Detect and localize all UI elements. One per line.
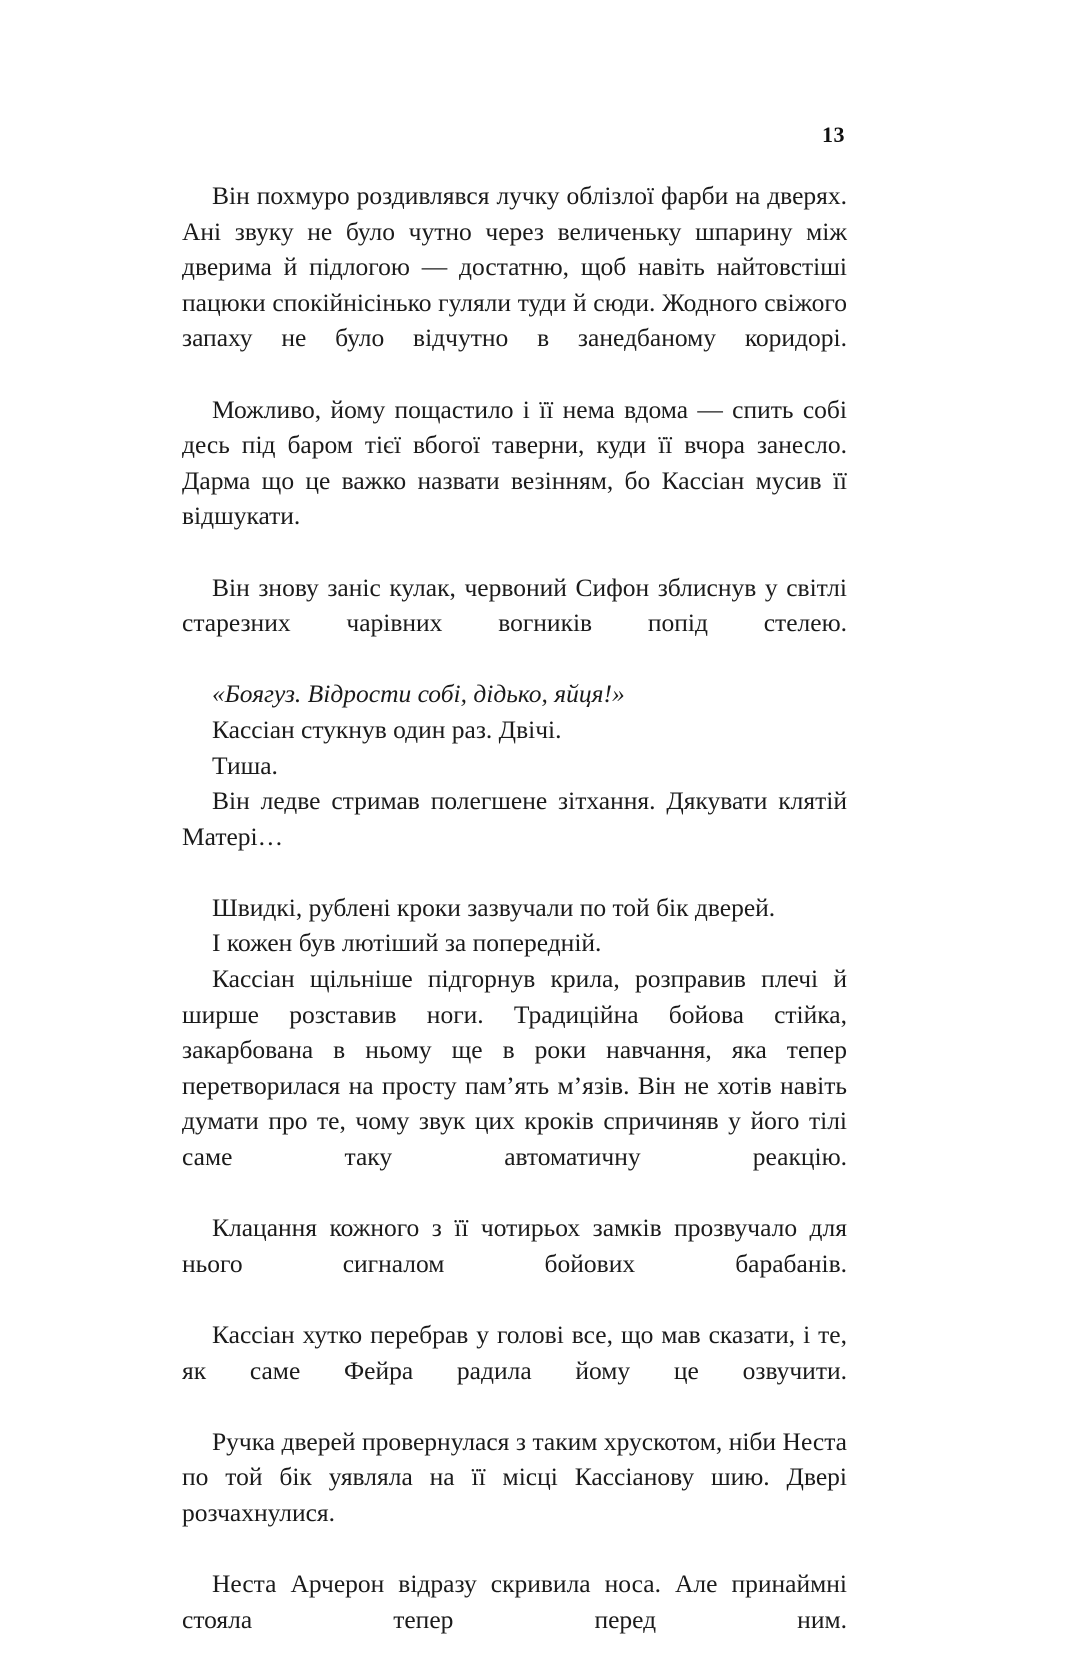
paragraph: Кассіан хутко перебрав у голові все, що мав сказати, і те, як саме Фейра радила йому це озвучити. [182,1320,847,1385]
paragraph: Він похмуро роздивлявся лучку облізлої фарби на дверях. Ані звуку не було чутно через величеньку шпарину між дверима й підлогою — достатню, щоб навіть найтовстіші пацюки спокійнісінько гуляли туди й сюди. Жодного свіжого запаху не було відчутно в занедбаному коридорі. [182,181,847,353]
paragraph: Ручка дверей провернулася з таким хрускотом, ніби Неста по той бік уявляла на її місці Кассіанову шию. Двері розчахнулися. [182,1426,847,1527]
page-number: 13 [822,122,845,147]
paragraph: І кожен був лютіший за попередній. [212,928,602,958]
paragraph: Тиша. [212,750,278,780]
paragraph: Можливо, йому пощастило і її нема вдома — спить собі десь під баром тієї вбогої таверни, куди її вчора занесло. Дарма що це важко назвати везінням, бо Кассіан мусив її відшукати. [182,394,847,531]
paragraph-italic-quote: «Боягуз. Відрости собі, дідько, яйця!» [212,679,625,709]
paragraph: Неста Арчерон відразу скривила носа. Але принаймні стояла тепер перед ним. [182,1569,847,1634]
paragraph: Кассіан щільніше підгорнув крила, розправив плечі й ширше розставив ноги. Традиційна бойова стійка, закарбована в ньому ще в роки навчання, яка тепер перетворилася на просту пам’ять м’язів. Він не хотів навіть думати про те, чому звук цих кроків спричиняв у його тілі саме таку автоматичну реакцію. [182,964,847,1172]
body-text-block [182,178,847,1673]
paragraph: Швидкі, рублені кроки зазвучали по той бік дверей. [212,892,776,922]
paragraph: Він знову заніс кулак, червоний Сифон зблиснув у світлі старезних чарівних вогників попід стелею. [182,572,847,638]
paragraph: Кассіан стукнув один раз. Двічі. [212,714,562,744]
paragraph: Він ледве стримав полегшене зітхання. Дякувати клятій Матері… [182,786,847,851]
paragraph: Клацання кожного з її чотирьох замків прозвучало для нього сигналом бойових барабанів. [182,1213,847,1278]
